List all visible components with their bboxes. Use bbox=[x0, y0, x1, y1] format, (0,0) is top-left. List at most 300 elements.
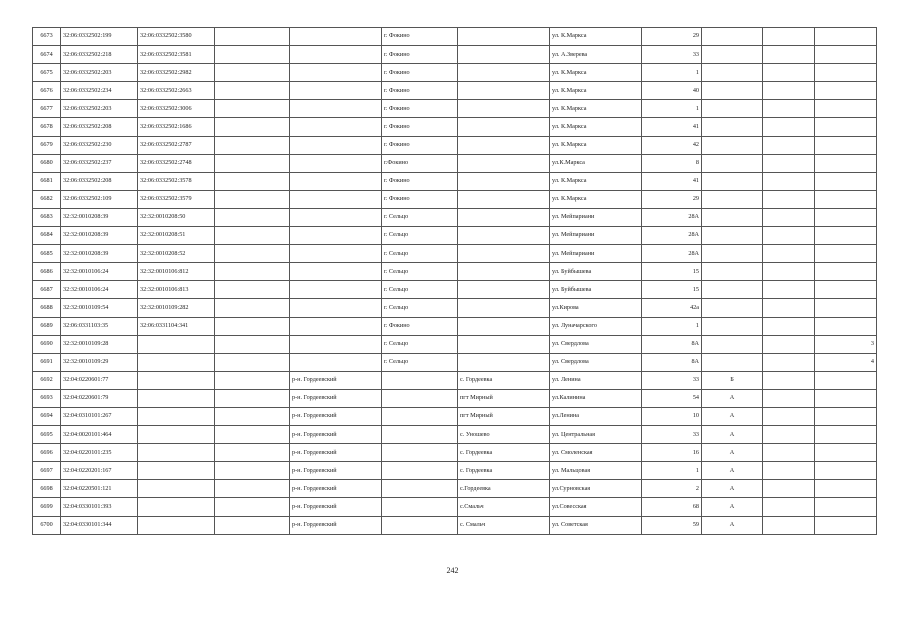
city-cell bbox=[382, 389, 458, 407]
district-cell bbox=[290, 172, 382, 190]
empty-cell bbox=[763, 498, 815, 516]
cadastral-number-cell: 32:06:0332502:199 bbox=[61, 28, 138, 46]
house-number-cell: 2 bbox=[642, 480, 702, 498]
house-number-cell: 8 bbox=[642, 154, 702, 172]
cadastral-number-cell: 32:04:0020101:464 bbox=[61, 426, 138, 444]
street-cell: ул. Советская bbox=[550, 516, 642, 534]
empty-cell bbox=[215, 208, 290, 226]
letter-cell bbox=[702, 136, 763, 154]
record-number-cell: 6691 bbox=[33, 353, 61, 371]
district-cell: р-н. Гордеевский bbox=[290, 426, 382, 444]
letter-cell: А bbox=[702, 444, 763, 462]
empty-cell bbox=[215, 172, 290, 190]
city-cell bbox=[382, 444, 458, 462]
record-number-cell: 6688 bbox=[33, 299, 61, 317]
empty-cell bbox=[763, 281, 815, 299]
table-row bbox=[33, 64, 877, 82]
street-cell: ул. К.Маркса bbox=[550, 100, 642, 118]
letter-cell bbox=[702, 263, 763, 281]
extra-cell bbox=[815, 227, 877, 245]
street-cell: ул.К.Маркса bbox=[550, 154, 642, 172]
street-cell: ул. К.Маркса bbox=[550, 64, 642, 82]
house-number-cell: 15 bbox=[642, 281, 702, 299]
house-number-cell: 41 bbox=[642, 118, 702, 136]
empty-cell bbox=[215, 263, 290, 281]
district-cell: р-н. Гордеевский bbox=[290, 516, 382, 534]
street-cell: ул. Мейпариани bbox=[550, 227, 642, 245]
city-cell bbox=[382, 462, 458, 480]
extra-cell bbox=[815, 64, 877, 82]
house-number-cell: 28А bbox=[642, 245, 702, 263]
letter-cell bbox=[702, 172, 763, 190]
letter-cell bbox=[702, 353, 763, 371]
letter-cell: Б bbox=[702, 371, 763, 389]
letter-cell: А bbox=[702, 389, 763, 407]
empty-cell bbox=[763, 462, 815, 480]
settlement-cell bbox=[458, 281, 550, 299]
house-number-cell: 42 bbox=[642, 136, 702, 154]
record-number-cell: 6682 bbox=[33, 190, 61, 208]
empty-cell bbox=[215, 82, 290, 100]
house-number-cell: 16 bbox=[642, 444, 702, 462]
extra-cell bbox=[815, 407, 877, 425]
parent-cadastral-cell: 32:32:0010208:51 bbox=[138, 227, 215, 245]
table-row bbox=[33, 444, 877, 462]
table-row bbox=[33, 172, 877, 190]
empty-cell bbox=[215, 371, 290, 389]
settlement-cell: с. Смальч bbox=[458, 516, 550, 534]
street-cell: ул.Совесская bbox=[550, 498, 642, 516]
house-number-cell: 33 bbox=[642, 371, 702, 389]
parent-cadastral-cell: 32:06:0332502:3578 bbox=[138, 172, 215, 190]
street-cell: ул. Мейпариани bbox=[550, 245, 642, 263]
street-cell: ул.Кирова bbox=[550, 299, 642, 317]
house-number-cell: 33 bbox=[642, 426, 702, 444]
letter-cell bbox=[702, 245, 763, 263]
empty-cell bbox=[215, 516, 290, 534]
letter-cell bbox=[702, 46, 763, 64]
extra-cell: 4 bbox=[815, 353, 877, 371]
city-cell: г. Фокино bbox=[382, 190, 458, 208]
settlement-cell bbox=[458, 154, 550, 172]
parent-cadastral-cell bbox=[138, 480, 215, 498]
city-cell bbox=[382, 516, 458, 534]
record-number-cell: 6685 bbox=[33, 245, 61, 263]
district-cell bbox=[290, 299, 382, 317]
street-cell: ул. Смоленская bbox=[550, 444, 642, 462]
extra-cell bbox=[815, 426, 877, 444]
parent-cadastral-cell: 32:32:0010208:52 bbox=[138, 245, 215, 263]
parent-cadastral-cell: 32:06:0331104:341 bbox=[138, 317, 215, 335]
city-cell: г. Фокино bbox=[382, 100, 458, 118]
street-cell: ул. Буйбышева bbox=[550, 263, 642, 281]
extra-cell bbox=[815, 444, 877, 462]
cadastral-number-cell: 32:06:0332502:203 bbox=[61, 100, 138, 118]
district-cell bbox=[290, 82, 382, 100]
house-number-cell: 59 bbox=[642, 516, 702, 534]
table-row bbox=[33, 389, 877, 407]
extra-cell bbox=[815, 100, 877, 118]
document-page bbox=[32, 27, 876, 535]
settlement-cell: пгт Мирный bbox=[458, 389, 550, 407]
parent-cadastral-cell: 32:32:0010106:812 bbox=[138, 263, 215, 281]
record-number-cell: 6696 bbox=[33, 444, 61, 462]
table-row bbox=[33, 28, 877, 46]
table-row bbox=[33, 281, 877, 299]
settlement-cell bbox=[458, 263, 550, 281]
record-number-cell: 6689 bbox=[33, 317, 61, 335]
letter-cell bbox=[702, 281, 763, 299]
cadastral-number-cell: 32:06:0332502:237 bbox=[61, 154, 138, 172]
extra-cell bbox=[815, 208, 877, 226]
city-cell: г. Фокино bbox=[382, 46, 458, 64]
street-cell: ул.Ленина bbox=[550, 407, 642, 425]
letter-cell bbox=[702, 82, 763, 100]
letter-cell: А bbox=[702, 498, 763, 516]
empty-cell bbox=[763, 208, 815, 226]
cadastral-number-cell: 32:32:0010208:39 bbox=[61, 227, 138, 245]
extra-cell bbox=[815, 498, 877, 516]
empty-cell bbox=[215, 190, 290, 208]
house-number-cell: 28А bbox=[642, 227, 702, 245]
empty-cell bbox=[763, 407, 815, 425]
district-cell bbox=[290, 64, 382, 82]
empty-cell bbox=[763, 353, 815, 371]
record-number-cell: 6699 bbox=[33, 498, 61, 516]
extra-cell bbox=[815, 317, 877, 335]
table-row bbox=[33, 480, 877, 498]
city-cell: г. Фокино bbox=[382, 82, 458, 100]
city-cell: г. Фокино bbox=[382, 136, 458, 154]
parent-cadastral-cell bbox=[138, 335, 215, 353]
empty-cell bbox=[763, 172, 815, 190]
settlement-cell bbox=[458, 317, 550, 335]
empty-cell bbox=[215, 227, 290, 245]
district-cell bbox=[290, 281, 382, 299]
letter-cell bbox=[702, 154, 763, 172]
parent-cadastral-cell: 32:32:0010208:50 bbox=[138, 208, 215, 226]
settlement-cell bbox=[458, 335, 550, 353]
record-number-cell: 6674 bbox=[33, 46, 61, 64]
extra-cell bbox=[815, 172, 877, 190]
empty-cell bbox=[763, 335, 815, 353]
letter-cell: А bbox=[702, 516, 763, 534]
district-cell: р-н. Гордеевский bbox=[290, 480, 382, 498]
extra-cell: 3 bbox=[815, 335, 877, 353]
settlement-cell bbox=[458, 64, 550, 82]
registry-body bbox=[33, 28, 877, 535]
table-row bbox=[33, 498, 877, 516]
street-cell: ул. К.Маркса bbox=[550, 82, 642, 100]
settlement-cell bbox=[458, 28, 550, 46]
settlement-cell: с. Гордеевка bbox=[458, 444, 550, 462]
empty-cell bbox=[763, 317, 815, 335]
record-number-cell: 6693 bbox=[33, 389, 61, 407]
letter-cell bbox=[702, 28, 763, 46]
table-row bbox=[33, 245, 877, 263]
extra-cell bbox=[815, 245, 877, 263]
record-number-cell: 6690 bbox=[33, 335, 61, 353]
letter-cell bbox=[702, 190, 763, 208]
empty-cell bbox=[215, 498, 290, 516]
record-number-cell: 6677 bbox=[33, 100, 61, 118]
empty-cell bbox=[763, 426, 815, 444]
district-cell bbox=[290, 245, 382, 263]
settlement-cell bbox=[458, 208, 550, 226]
empty-cell bbox=[215, 281, 290, 299]
settlement-cell: с.Гордеевка bbox=[458, 480, 550, 498]
house-number-cell: 28А bbox=[642, 208, 702, 226]
cadastral-number-cell: 32:06:0332502:109 bbox=[61, 190, 138, 208]
city-cell bbox=[382, 426, 458, 444]
extra-cell bbox=[815, 371, 877, 389]
table-row bbox=[33, 299, 877, 317]
settlement-cell bbox=[458, 46, 550, 64]
house-number-cell: 15 bbox=[642, 263, 702, 281]
street-cell: ул. Центральная bbox=[550, 426, 642, 444]
record-number-cell: 6686 bbox=[33, 263, 61, 281]
parent-cadastral-cell: 32:32:0010106:813 bbox=[138, 281, 215, 299]
district-cell bbox=[290, 263, 382, 281]
city-cell bbox=[382, 498, 458, 516]
letter-cell: А bbox=[702, 426, 763, 444]
empty-cell bbox=[763, 190, 815, 208]
empty-cell bbox=[763, 64, 815, 82]
cadastral-number-cell: 32:04:0330101:393 bbox=[61, 498, 138, 516]
parent-cadastral-cell bbox=[138, 353, 215, 371]
letter-cell bbox=[702, 227, 763, 245]
empty-cell bbox=[215, 426, 290, 444]
settlement-cell bbox=[458, 353, 550, 371]
empty-cell bbox=[763, 516, 815, 534]
cadastral-number-cell: 32:06:0332502:208 bbox=[61, 118, 138, 136]
cadastral-number-cell: 32:04:0220201:167 bbox=[61, 462, 138, 480]
record-number-cell: 6683 bbox=[33, 208, 61, 226]
table-row bbox=[33, 516, 877, 534]
empty-cell bbox=[763, 82, 815, 100]
letter-cell bbox=[702, 118, 763, 136]
empty-cell bbox=[763, 227, 815, 245]
house-number-cell: 10 bbox=[642, 407, 702, 425]
street-cell: ул. К.Маркса bbox=[550, 190, 642, 208]
table-row bbox=[33, 317, 877, 335]
record-number-cell: 6676 bbox=[33, 82, 61, 100]
table-row bbox=[33, 208, 877, 226]
cadastral-number-cell: 32:04:0220501:121 bbox=[61, 480, 138, 498]
extra-cell bbox=[815, 136, 877, 154]
parent-cadastral-cell bbox=[138, 371, 215, 389]
city-cell: г. Фокино bbox=[382, 118, 458, 136]
house-number-cell: 1 bbox=[642, 64, 702, 82]
empty-cell bbox=[215, 480, 290, 498]
table-row bbox=[33, 426, 877, 444]
district-cell: р-н. Гордеевский bbox=[290, 498, 382, 516]
city-cell: г. Сельцо bbox=[382, 208, 458, 226]
letter-cell: А bbox=[702, 462, 763, 480]
empty-cell bbox=[763, 100, 815, 118]
parent-cadastral-cell: 32:06:0332502:3580 bbox=[138, 28, 215, 46]
house-number-cell: 1 bbox=[642, 317, 702, 335]
extra-cell bbox=[815, 154, 877, 172]
empty-cell bbox=[763, 28, 815, 46]
cadastral-number-cell: 32:32:0010208:39 bbox=[61, 208, 138, 226]
record-number-cell: 6694 bbox=[33, 407, 61, 425]
extra-cell bbox=[815, 462, 877, 480]
settlement-cell: с. Уношево bbox=[458, 426, 550, 444]
settlement-cell: с.Смальч bbox=[458, 498, 550, 516]
table-row bbox=[33, 353, 877, 371]
district-cell bbox=[290, 317, 382, 335]
district-cell: р-н. Гордеевский bbox=[290, 462, 382, 480]
house-number-cell: 29 bbox=[642, 190, 702, 208]
empty-cell bbox=[763, 245, 815, 263]
empty-cell bbox=[215, 46, 290, 64]
parent-cadastral-cell bbox=[138, 426, 215, 444]
empty-cell bbox=[215, 335, 290, 353]
record-number-cell: 6684 bbox=[33, 227, 61, 245]
empty-cell bbox=[215, 136, 290, 154]
city-cell: г. Сельцо bbox=[382, 245, 458, 263]
record-number-cell: 6697 bbox=[33, 462, 61, 480]
empty-cell bbox=[763, 136, 815, 154]
letter-cell: А bbox=[702, 407, 763, 425]
district-cell bbox=[290, 227, 382, 245]
district-cell: р-н. Гордеевский bbox=[290, 407, 382, 425]
city-cell: г. Фокино bbox=[382, 172, 458, 190]
cadastral-number-cell: 32:04:0220601:79 bbox=[61, 389, 138, 407]
extra-cell bbox=[815, 28, 877, 46]
parent-cadastral-cell bbox=[138, 498, 215, 516]
letter-cell: А bbox=[702, 480, 763, 498]
cadastral-number-cell: 32:32:0010109:28 bbox=[61, 335, 138, 353]
house-number-cell: 40 bbox=[642, 82, 702, 100]
empty-cell bbox=[763, 299, 815, 317]
table-row bbox=[33, 335, 877, 353]
settlement-cell: с. Гордеевка bbox=[458, 462, 550, 480]
empty-cell bbox=[763, 263, 815, 281]
record-number-cell: 6678 bbox=[33, 118, 61, 136]
settlement-cell bbox=[458, 190, 550, 208]
city-cell: г. Сельцо bbox=[382, 281, 458, 299]
house-number-cell: 1 bbox=[642, 100, 702, 118]
empty-cell bbox=[215, 353, 290, 371]
house-number-cell: 41 bbox=[642, 172, 702, 190]
house-number-cell: 54 bbox=[642, 389, 702, 407]
house-number-cell: 29 bbox=[642, 28, 702, 46]
cadastral-number-cell: 32:32:0010106:24 bbox=[61, 281, 138, 299]
empty-cell bbox=[763, 118, 815, 136]
district-cell bbox=[290, 154, 382, 172]
district-cell bbox=[290, 335, 382, 353]
city-cell: г. Сельцо bbox=[382, 227, 458, 245]
record-number-cell: 6680 bbox=[33, 154, 61, 172]
cadastral-number-cell: 32:32:0010106:24 bbox=[61, 263, 138, 281]
city-cell bbox=[382, 371, 458, 389]
street-cell: ул. А.Зверева bbox=[550, 46, 642, 64]
page-number: 242 bbox=[446, 566, 459, 575]
settlement-cell bbox=[458, 136, 550, 154]
empty-cell bbox=[763, 46, 815, 64]
extra-cell bbox=[815, 389, 877, 407]
house-number-cell: 1 bbox=[642, 462, 702, 480]
city-cell: г. Сельцо bbox=[382, 353, 458, 371]
city-cell bbox=[382, 407, 458, 425]
street-cell: ул. К.Маркса bbox=[550, 118, 642, 136]
extra-cell bbox=[815, 516, 877, 534]
cadastral-number-cell: 32:06:0332502:218 bbox=[61, 46, 138, 64]
letter-cell bbox=[702, 299, 763, 317]
city-cell: г. Сельцо bbox=[382, 299, 458, 317]
record-number-cell: 6679 bbox=[33, 136, 61, 154]
city-cell: г. Фокино bbox=[382, 64, 458, 82]
parent-cadastral-cell: 32:06:0332502:3006 bbox=[138, 100, 215, 118]
empty-cell bbox=[763, 154, 815, 172]
cadastral-number-cell: 32:04:0310101:267 bbox=[61, 407, 138, 425]
empty-cell bbox=[763, 444, 815, 462]
empty-cell bbox=[763, 480, 815, 498]
house-number-cell: 42а bbox=[642, 299, 702, 317]
table-row bbox=[33, 263, 877, 281]
cadastral-number-cell: 32:06:0332502:230 bbox=[61, 136, 138, 154]
street-cell: ул. Мейпариани bbox=[550, 208, 642, 226]
empty-cell bbox=[215, 28, 290, 46]
street-cell: ул. Свердлова bbox=[550, 353, 642, 371]
city-cell: г.Фокино bbox=[382, 154, 458, 172]
district-cell bbox=[290, 353, 382, 371]
cadastral-number-cell: 32:32:0010109:54 bbox=[61, 299, 138, 317]
city-cell bbox=[382, 480, 458, 498]
city-cell: г. Фокино bbox=[382, 28, 458, 46]
parent-cadastral-cell bbox=[138, 389, 215, 407]
city-cell: г. Сельцо bbox=[382, 263, 458, 281]
letter-cell bbox=[702, 335, 763, 353]
extra-cell bbox=[815, 190, 877, 208]
parent-cadastral-cell: 32:06:0332502:2748 bbox=[138, 154, 215, 172]
record-number-cell: 6681 bbox=[33, 172, 61, 190]
table-row bbox=[33, 118, 877, 136]
extra-cell bbox=[815, 118, 877, 136]
street-cell: ул. К.Маркса bbox=[550, 172, 642, 190]
letter-cell bbox=[702, 64, 763, 82]
empty-cell bbox=[215, 444, 290, 462]
settlement-cell bbox=[458, 227, 550, 245]
empty-cell bbox=[215, 100, 290, 118]
parent-cadastral-cell: 32:06:0332502:2663 bbox=[138, 82, 215, 100]
letter-cell bbox=[702, 317, 763, 335]
extra-cell bbox=[815, 46, 877, 64]
settlement-cell bbox=[458, 299, 550, 317]
city-cell: г. Фокино bbox=[382, 317, 458, 335]
letter-cell bbox=[702, 100, 763, 118]
record-number-cell: 6675 bbox=[33, 64, 61, 82]
district-cell bbox=[290, 28, 382, 46]
cadastral-number-cell: 32:06:0332502:203 bbox=[61, 64, 138, 82]
record-number-cell: 6700 bbox=[33, 516, 61, 534]
settlement-cell: пгт Мирный bbox=[458, 407, 550, 425]
cadastral-number-cell: 32:32:0010109:29 bbox=[61, 353, 138, 371]
district-cell: р-н. Гордеевский bbox=[290, 444, 382, 462]
cadastral-number-cell: 32:04:0330101:344 bbox=[61, 516, 138, 534]
record-number-cell: 6673 bbox=[33, 28, 61, 46]
house-number-cell: 8А bbox=[642, 353, 702, 371]
parent-cadastral-cell: 32:06:0332502:3579 bbox=[138, 190, 215, 208]
table-row bbox=[33, 371, 877, 389]
parent-cadastral-cell: 32:06:0332502:1686 bbox=[138, 118, 215, 136]
street-cell: ул.Сурновская bbox=[550, 480, 642, 498]
record-number-cell: 6692 bbox=[33, 371, 61, 389]
empty-cell bbox=[215, 154, 290, 172]
extra-cell bbox=[815, 480, 877, 498]
